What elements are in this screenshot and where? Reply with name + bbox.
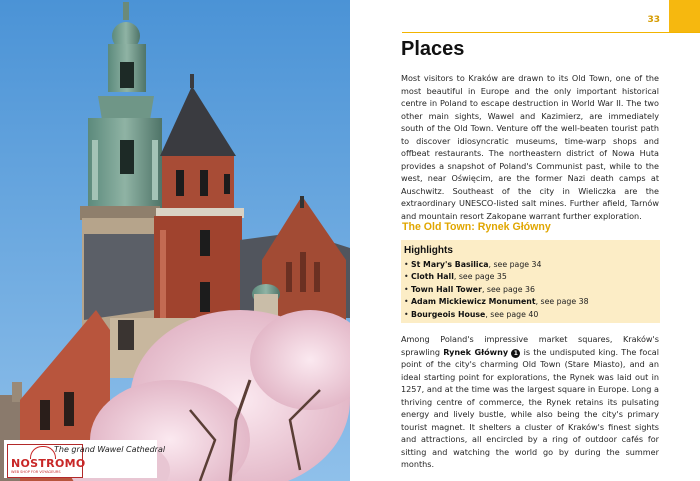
list-item (401, 309, 589, 321)
rynek-name: Rynek Główny (443, 346, 509, 357)
highlight-name: Bourgeois House (411, 309, 486, 319)
intro-paragraph (401, 72, 659, 223)
highlight-ref: , see page 35 (453, 272, 507, 282)
logo-name: NOSTROMO (11, 457, 86, 470)
section-heading: The Old Town: Rynek Główny (402, 221, 551, 233)
highlight-name: Cloth Hall (411, 272, 454, 282)
highlights-box (401, 240, 660, 323)
highlights-list (401, 259, 589, 321)
page-number-tab (669, 0, 700, 32)
highlight-ref: , see page 34 (488, 260, 542, 269)
list-item (401, 259, 589, 271)
page-title: Places (401, 38, 465, 60)
photo-caption-box (4, 440, 166, 478)
highlight-ref: , see page 38 (535, 297, 589, 307)
list-item (401, 271, 589, 283)
highlights-title: Highlights (404, 245, 453, 256)
highlight-ref: , see page 40 (485, 309, 539, 319)
highlight-name: Town Hall Tower (411, 284, 482, 294)
rynek-lead: Among Poland's impressive market squares, Kraków's sprawling (401, 334, 659, 357)
list-item (401, 296, 589, 308)
list-item (401, 284, 589, 296)
highlight-ref: , see page 36 (481, 284, 535, 294)
page-number: 33 (647, 15, 660, 25)
header-rule (402, 32, 700, 33)
rynek-text (401, 333, 659, 471)
rynek-paragraph (401, 333, 659, 471)
photo-caption: The grand Wawel Cathedral (54, 445, 166, 454)
highlight-name: St Mary's Basilica (411, 260, 489, 269)
map-marker-icon: 1 (511, 349, 520, 358)
intro-text: Most visitors to Kraków are drawn to its Old Town, one of the most beautiful in Europe and the only important historical centre in Poland to escape destruction in World War II. The two other main sights, Wawel and Kazimierz, are immediately south of the Old Town. Venture off the well-beaten tourist path to discover idiosyncratic museums, time-warp shops and offbeat restaurants. The northeastern district of Nowa Huta provides a snapshot of Poland's Communist past, while to the west, near Oświęcim, are the former Nazi death camps at Auschwitz. Southeast of the city in Wieliczka are the extraordinary UNESCO-listed salt mines. Further afield, Tarnów and mountain resort Zakopane warrant further exploration. (401, 73, 659, 222)
text-page (350, 0, 700, 481)
logo-subtitle: WEB SHOP FOR VOYAGEURS (11, 470, 61, 474)
rynek-rest: is the undisputed king. The focal point of the city's charming Old Town (Stare Miasto), and an ideal starting point for explorations, the Rynek was laid out in 1257, and at the time was the largest square in Europe. Long a thriving centre of commerce, the Rynek retains its pulsating energy and lively bustle, while also being the city's primary tourist magnet. It shelters a cluster of Kraków's finest sights and attractions, all encircled by a ring of outdoor cafés for sitting and watching the world go by during the summer months. (401, 346, 660, 470)
highlight-name: Adam Mickiewicz Monument (411, 297, 536, 307)
